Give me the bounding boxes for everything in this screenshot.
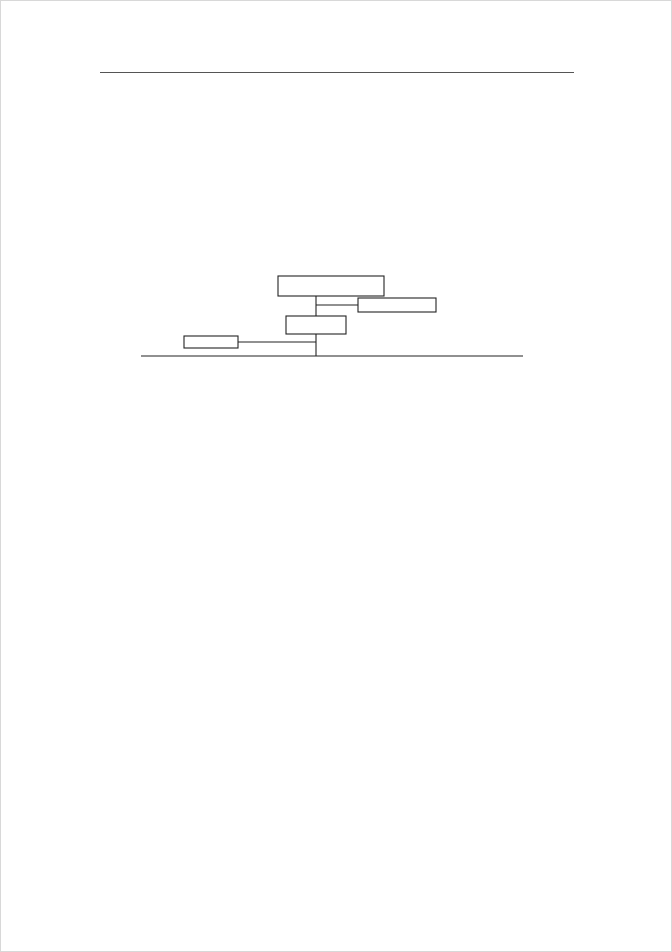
org-node-chairman — [278, 276, 384, 296]
header-rule — [100, 72, 574, 73]
org-node-ceo — [286, 316, 346, 334]
org-node-overseas — [184, 336, 238, 348]
org-chart — [100, 268, 570, 418]
org-node-audit — [358, 298, 436, 312]
